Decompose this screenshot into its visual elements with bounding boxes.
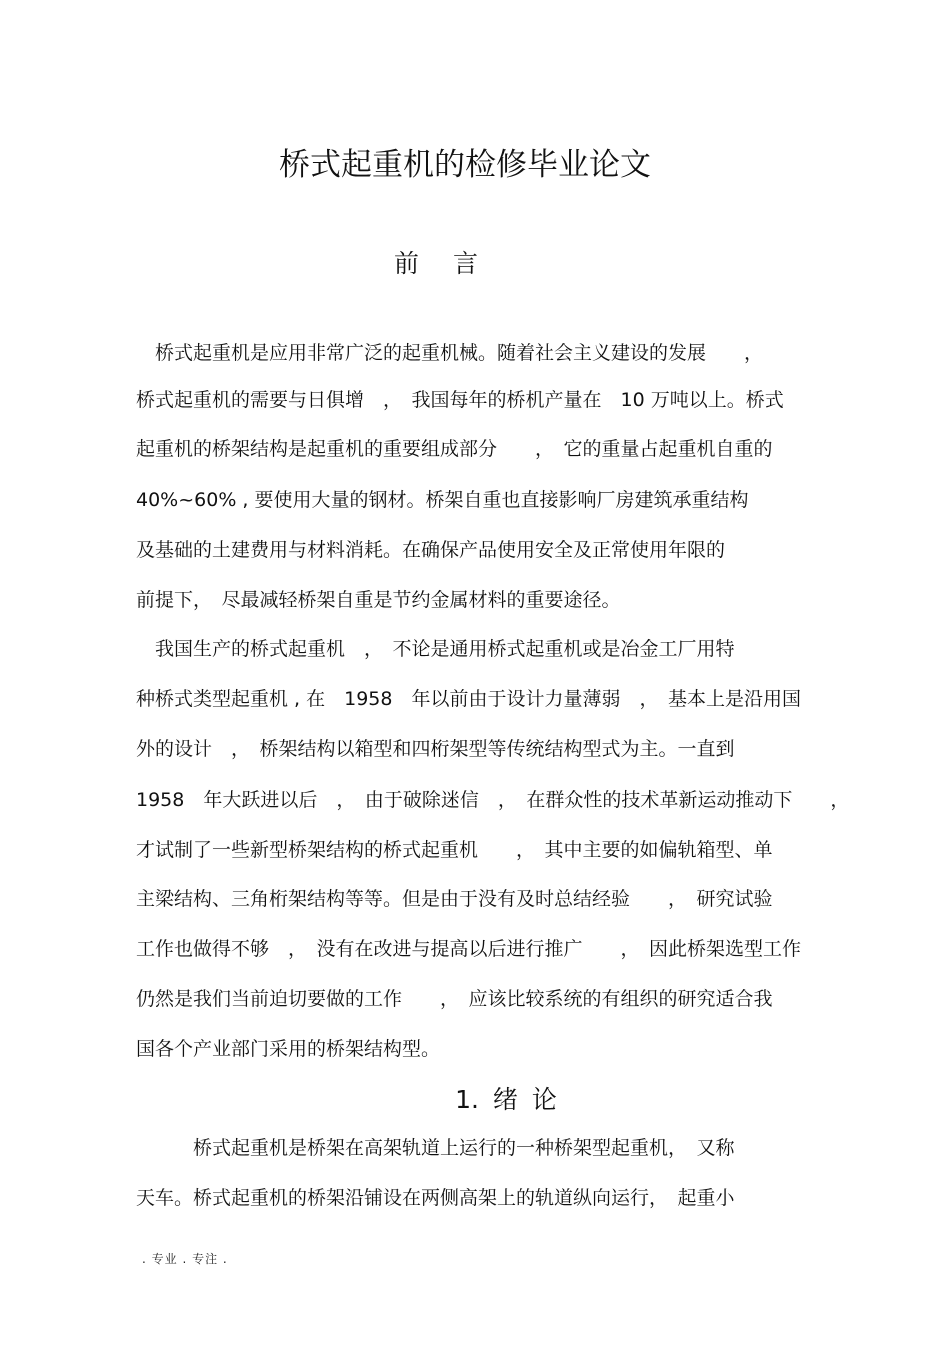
page-footer: . 专业 . 专注 .	[142, 1252, 228, 1266]
text-line: 国各个产业部门采用的桥架结构型。	[136, 1038, 441, 1060]
text-line: 天车。桥式起重机的桥架沿铺设在两侧高架上的轨道纵向运行， 起重小	[136, 1187, 735, 1209]
document-title: 桥式起重机的检修毕业论文	[279, 147, 651, 183]
text-line: 前提下， 尽最减轻桥架自重是节约金属材料的重要途径。	[136, 589, 621, 611]
text-line: 工作也做得不够 ， 没有在改进与提高以后进行推广 ， 因此桥架选型工作	[136, 938, 802, 960]
text-line: 桥式起重机的需要与日俱增 ， 我国每年的桥机产量在 10 万吨以上。桥式	[136, 389, 784, 411]
text-line: 桥式起重机是桥架在高架轨道上运行的一种桥架型起重机， 又称	[136, 1137, 735, 1159]
text-line: 1958 年大跃进以后 ， 由于破除迷信 ， 在群众性的技术革新运动推动下 ，	[136, 789, 850, 811]
preface-heading: 前言	[393, 249, 512, 278]
text-line: 桥式起重机是应用非常广泛的起重机械。随着社会主义建设的发展 ，	[136, 342, 764, 364]
text-line: 我国生产的桥式起重机 ， 不论是通用桥式起重机或是冶金工厂用特	[136, 638, 735, 660]
text-line: 及基础的土建费用与材料消耗。在确保产品使用安全及正常使用年限的	[136, 539, 726, 561]
text-line: 种桥式类型起重机 , 在 1958 年以前由于设计力量薄弱 ， 基本上是沿用国	[136, 688, 801, 710]
text-line: 起重机的桥架结构是起重机的重要组成部分 ， 它的重量占起重机自重的	[136, 438, 773, 460]
text-line: 主梁结构、三角桁架结构等等。但是由于没有及时总结经验 ， 研究试验	[136, 888, 773, 910]
section-heading: 1. 绪 论	[455, 1085, 557, 1114]
text-line: 外的设计 ， 桥架结构以箱型和四桁架型等传统结构型式为主。一直到	[136, 738, 735, 760]
text-line: 40%~60% , 要使用大量的钢材。桥架自重也直接影响厂房建筑承重结构	[136, 489, 749, 511]
text-line: 才试制了一些新型桥架结构的桥式起重机 ， 其中主要的如偏轨箱型、单	[136, 839, 773, 861]
text-line: 仍然是我们当前迫切要做的工作 ， 应该比较系统的有组织的研究适合我	[136, 988, 773, 1010]
